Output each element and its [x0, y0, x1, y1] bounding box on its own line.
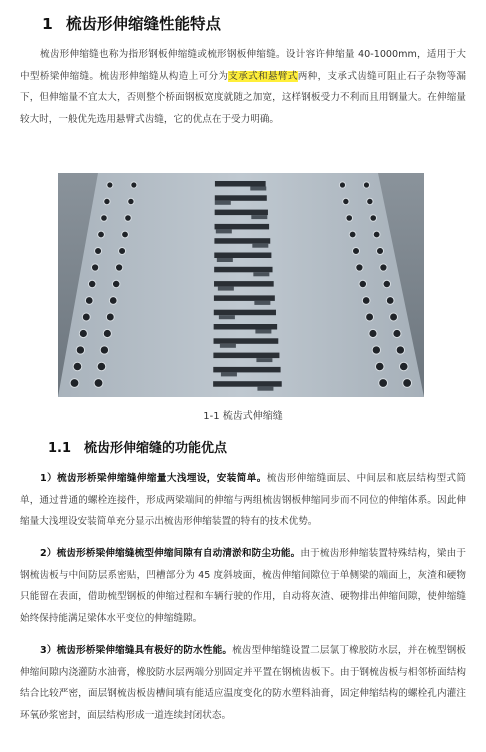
bolt	[366, 313, 374, 321]
point-1-body: 梳齿形伸缩缝面层、中间层和底层结构型式简单，通过普通的螺栓连接件，形成两梁端间的伸缩与两组梳齿钢板伸缩同步而不同位的伸缩体系。因此伸缩量大浅埋设安装简单充分显示出梳齿形伸缩装置的特有的技术优势。	[20, 473, 467, 527]
point-3-lead: 3）梳齿形桥梁伸缩缝具有极好的防水性能。	[40, 645, 233, 656]
bolt	[103, 329, 111, 337]
comb-tooth-shadow	[216, 229, 232, 233]
comb-gap	[214, 238, 270, 244]
point-2-body: 由于梳齿形伸缩装置特殊结构，梁由于钢梳齿板与中间防层系密贴，凹槽部分为 45 度斜坡面，梳齿伸缩间隙位于单侧梁的端面上，灰渣和硬物只能留在表面，借助梳型钢板的伸缩过程和车辆行驶的作用，自动将灰渣、硬物排出伸缩间隙，使伸缩缝始终保持能满足梁体水平变位的伸缩缝隙。	[20, 548, 466, 624]
figure-caption: 1-1 梳齿式伸缩缝	[203, 411, 283, 422]
bolt	[131, 182, 137, 188]
point-3-body: 梳齿型伸缩缝设置二层氯丁橡胶防水层，并在梳型钢板伸缩间隙内浇灌防水油膏，橡胶防水层两端分别固定并平置在钢梳齿板下。由于钢梳齿板与相邻桥面结构结合比较严密，面层钢梳齿板齿槽间填有能适应温度变化的防水塑料油膏，固定伸缩结构的螺栓孔内灌注环氧砂浆密封，面层结构形成一道连续封闭状态。	[20, 645, 467, 721]
comb-tooth-shadow	[257, 387, 273, 391]
bolt	[380, 264, 387, 271]
comb-tooth-shadow	[253, 272, 269, 276]
point-2-lead: 2）梳齿形桥梁伸缩缝梳型伸缩间隙有自动清淤和防尘功能。	[40, 548, 301, 559]
comb-gap	[214, 253, 271, 259]
bolt	[115, 264, 122, 271]
comb-gap	[213, 353, 279, 359]
bolt	[369, 329, 377, 337]
bolt	[100, 346, 108, 354]
bolt	[128, 198, 134, 204]
comb-tooth-shadow	[254, 301, 270, 305]
bolt	[104, 198, 110, 204]
bolt	[106, 313, 114, 321]
bolt	[346, 215, 353, 222]
bolt	[399, 362, 408, 371]
comb-tooth-shadow	[219, 315, 235, 319]
comb-gap	[213, 367, 280, 373]
bolt	[107, 182, 113, 188]
comb-gap	[214, 338, 279, 344]
bolt	[367, 198, 373, 204]
bolt	[376, 247, 383, 254]
intro-text-start: 梳齿形伸缩缝也称为指形钢板伸缩缝或梳形钢板伸缩缝。设计容许伸缩量 40-1000mm，适用于大中型桥梁伸缩缝。梳齿形伸缩缝从构造上可分为	[20, 49, 466, 82]
comb-gap	[213, 381, 282, 387]
subsection-number: 1.1	[48, 441, 72, 456]
bolt	[101, 215, 108, 222]
bolt	[122, 231, 129, 238]
bolt	[94, 379, 103, 388]
bolt	[359, 280, 366, 287]
bolt	[112, 280, 119, 287]
section-heading-1	[42, 12, 221, 34]
comb-gap	[215, 210, 268, 216]
comb-gap	[214, 267, 272, 273]
comb-tooth-shadow	[255, 330, 271, 334]
comb-gap	[214, 281, 274, 287]
bolt	[76, 346, 84, 354]
bolt	[85, 297, 93, 305]
bolt	[383, 280, 390, 287]
intro-paragraph	[20, 44, 466, 130]
comb-tooth-shadow	[251, 215, 267, 219]
comb-tooth-shadow	[252, 244, 268, 248]
bolt	[91, 264, 98, 271]
bolt	[349, 231, 356, 238]
comb-tooth-shadow	[256, 358, 272, 362]
bolt	[356, 264, 363, 271]
bolt	[386, 297, 394, 305]
bolt	[373, 231, 380, 238]
comb-gap	[215, 195, 267, 201]
bolt	[82, 313, 90, 321]
highlighted-text: 支承式和悬臂式	[228, 70, 298, 82]
point-3-paragraph	[20, 640, 466, 726]
bolt	[403, 379, 412, 388]
comb-tooth-shadow	[217, 258, 233, 262]
bolt	[125, 215, 132, 222]
expansion-joint-photo	[58, 173, 424, 397]
subsection-title: 梳齿形伸缩缝的功能优点	[84, 441, 228, 456]
bolt	[70, 379, 79, 388]
section-number: 1	[42, 15, 53, 33]
bolt	[372, 346, 380, 354]
point-2-paragraph	[20, 543, 466, 629]
bolt	[362, 297, 370, 305]
bolt	[375, 362, 384, 371]
bolt	[109, 297, 117, 305]
bolt	[390, 313, 398, 321]
comb-tooth-shadow	[215, 201, 231, 205]
comb-gap	[214, 295, 275, 301]
bolt	[339, 182, 345, 188]
bolt	[393, 329, 401, 337]
comb-gap	[214, 324, 277, 330]
comb-tooth-shadow	[220, 344, 236, 348]
intro-text-end: 两种，支承式齿缝可阻止石子杂物等漏下，但伸缩量不宜太大，否则整个桥面钢板宽度就随之加宽，这样钢板受力不利而且用钢量大。在伸缩量较大时，一般优先选用悬臂式齿缝，它的优点在于受力明确。	[20, 70, 467, 125]
bolt	[119, 247, 126, 254]
section-heading-1-1	[48, 437, 227, 456]
bolt	[73, 362, 82, 371]
bolt	[343, 198, 349, 204]
bolt	[379, 379, 388, 388]
bolt	[363, 182, 369, 188]
comb-gap	[214, 310, 276, 316]
bolt	[95, 247, 102, 254]
point-1-lead: 1）梳齿形桥梁伸缩缝伸缩量大浅埋设，安装简单。	[40, 473, 267, 484]
comb-gap	[215, 181, 266, 187]
comb-tooth-shadow	[250, 187, 266, 191]
bolt	[97, 362, 106, 371]
point-1-paragraph	[20, 468, 466, 533]
bolt	[79, 329, 87, 337]
comb-tooth-shadow	[221, 372, 237, 376]
bolt	[370, 215, 377, 222]
comb-tooth-shadow	[218, 287, 234, 291]
comb-gap	[215, 224, 270, 230]
bolt	[352, 247, 359, 254]
section-title: 梳齿形伸缩缝性能特点	[66, 15, 222, 33]
bolt	[396, 346, 404, 354]
bolt	[88, 280, 95, 287]
bolt	[98, 231, 105, 238]
